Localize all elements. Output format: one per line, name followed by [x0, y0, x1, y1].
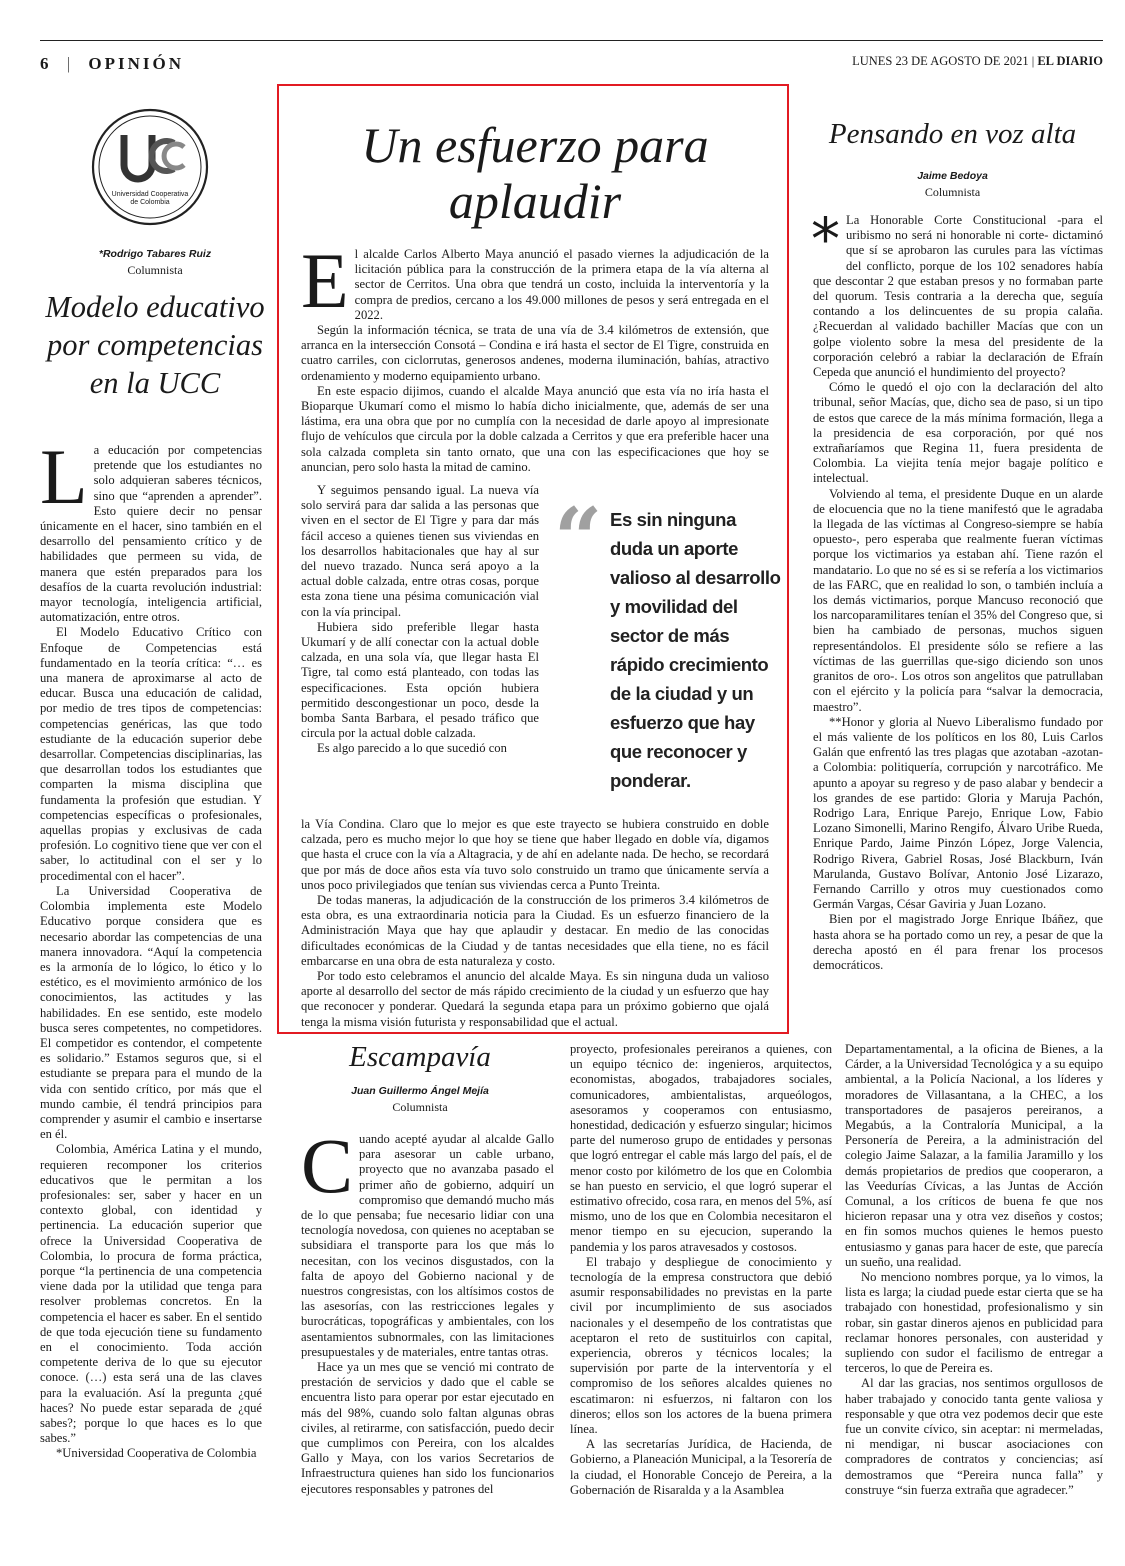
- bottom-paragraph-6: Departamentamental, a la oficina de Bienes, a la Cárder, a la Universidad Tecnológica y a su equipo ambiental, a la Policía Nacional, a los líderes y moradores de Villasantana, a la CHEC, a los transportadores de pasajeros pereiranos, a Megabús, a la Contraloría Municipal, a la Personería de Pereira, a la administración del colegio Jaime Salazar, a la familia Jaramillo y los demás propietarios de predios que cooperaron, a las Veedurías Cívicas, a las Juntas de Acción Comunal, a los críticos de buena fe que nos hicieron repasar una y otra vez diseños y costos; en fin somos muchos quienes le hemos puesto entusiasmo y ganas para hacer de este, que parecía un sueño, una realidad.: [845, 1042, 1103, 1269]
- bottom-paragraph-3: proyecto, profesionales pereiranos a quienes, con un equipo técnico de: ingenieros, arquitectos, economistas, abogados, trabajadores sociales, comunicadores, ambientalistas, arqueólogos, asesoramos y cooperamos con entusiasmo, honestidad, dedicación y esfuerzo singular; hicimos parte del numeroso grupo de entidades y personas que logró entregar el cable más largo del país, el de menor costo por kilómetro de los que en Colombia se han puesto en servicio, el que logró superar el estimativo ofrecido, cosa rara, en menos del 5%, así mismo, uno de los que en Colombia necesitaron el menor tiempo en su ejecucion, superando la pandemia y los paros atravesados y costosos.: [570, 1042, 832, 1254]
- left-paragraph-4: Colombia, América Latina y el mundo, requieren recomponer los criterios educativos que le permitan a los profesionales: ser, saber y hacer en un contexto global, con identidad y pertinencia. La educación superior que ofrece la Universidad Cooperativa de Colombia, lo procura de forma práctica, porque “la pertinencia de una competencia viene dada por la utilidad que tenga para resolver problemas concretos. En la competencia el hacer es saber. En el sentido de que toda ejecución tiene su fundamento en el conocimiento. Toda acción competente deriva de lo que su ejecutor conoce. (…) esta será una de las claves para la evaluación. Así la pregunta ¿qué haces? No puede estar separada de ¿qué sabes?; porque lo que haces es lo que sabes.”: [40, 1142, 262, 1446]
- left-author: *Rodrigo Tabares Ruiz: [98, 248, 212, 260]
- quote-mark-icon: “: [554, 489, 603, 588]
- left-author-role: Columnista: [127, 263, 183, 277]
- bottom-author-role: Columnista: [392, 1100, 448, 1114]
- bottom-col-3: [845, 1042, 1103, 1498]
- left-article-title: [40, 288, 270, 402]
- right-paragraph-1: * La Honorable Corte Constitucional -para el uribismo no será ni honorable ni corte- dictaminó que sí se aprobaron las curules para las víctimas del conflicto, porque de los 102 senadores había que descontar 2 que estaban presos y no formaban parte del quorum. Tesis contraria a la derecha que, seguía contando a los delincuentes de su propia calaña. ¿Recuerdan al validado bachiller Macías que con un golpe violento sobre la mesa del presidente de la corporación celebró a rabiar la declaración de Efraín Cepeda que anunció el hundimiento del proyecto?: [811, 205, 1103, 380]
- issue-date: LUNES 23 DE AGOSTO DE 2021: [852, 54, 1029, 68]
- left-paragraph-5: *Universidad Cooperativa de Colombia: [56, 1446, 257, 1461]
- left-title-line1: Modelo educativo: [45, 290, 265, 324]
- main-paragraph-2: Según la información técnica, se trata de una vía de 3.4 kilómetros de extensión, que arranca en la intersección Consotá – Condina e irá hasta el sector de El Tigre, construida en cuatro carriles, con ciclorrutas, generosos andenes, moderna iluminación, bahías, atractivo ordenamiento y moderno equipamiento urbano.: [301, 323, 769, 383]
- bottom-paragraph-2: Hace ya un mes que se venció mi contrato de prestación de servicios y dado que el cable se encuentra listo para operar por estar ejecutado en más del 98%, cuando solo faltan algunas obras civiles, al retirarme, con satisfacción, puedo decir que cumplimos con Pereira, con los alcaldes Gallo y Maya, con los varios Secretarios de Infraestructura quienes han sido los funcionarios ejecutores responsables y patrones del: [301, 1360, 554, 1496]
- bottom-paragraph-4: El trabajo y despliegue de conocimiento y tecnología de la empresa constructora que debió asumir responsabilidades no previstas en la parte civil por incumplimiento de sus asociados nacionales y el desempeño de los contratistas que aceptaron el reto de sustituirlos con capital, experiencia, obreros y técnicos locales; la supervisión por parte de la interventoría y el compromiso de los señores alcaldes quienes no escatimaron: ni esfuerzos, ni faltaron con los dineros; ellos son los actores de la buena primera línea.: [570, 1254, 832, 1437]
- main-paragraph-5: Hubiera sido preferible llegar hasta Ukumarí y de allí conectar con la actual doble calzada, en una sola vía, que llegar hasta El Tigre, tal como está planteado, con todas las especificaciones. Esta opción hubiera permitido descongestionar un poco, desde la bomba Santa Barbara, el pesado tráfico que circula por la actual doble calzada.: [301, 619, 539, 741]
- logo-text-line1: Universidad Cooperativa: [111, 191, 189, 198]
- left-title-line2: por competencias: [47, 328, 263, 362]
- ucc-logo: [90, 107, 210, 227]
- main-paragraph-1: El alcalde Carlos Alberto Maya anunció el pasado viernes la adjudicación de la licitación pública para la construcción de la primera etapa de la vía alterna al sector de Cerritos. Una obra que tendrá un costo, incluida la interventoría y la compra de predios, cercano a los 49.000 millones de pesos y será entregada en el 2022.: [301, 237, 769, 324]
- right-paragraph-4: **Honor y gloria al Nuevo Liberalismo fundado por el más valiente de los políticos en los 80, Luis Carlos Galán que enfrentó las tres plagas que azotaban -azotan- a Colombia: politiquería, corrupción y narcotráfico. Me apunto a apoyar su regreso y de paso alabar y bendecir a los grandes de ese partido: Gloria y Maruja Pachón, Rodrigo Lara, Enrique Parejo, Enrique Low, Fabio Lozano Simonelli, Marino Rengifo, Álvaro Uribe Rueda, Enrique Pardo, Jaime Pinzón López, Jorge Valencia, Rodrigo Rivera, Gabriel Rosas, José Blackburn, Iván Marulanda, Gustavo Bolívar, Antonio José Lizarazo, Fernando Carrillo y otros muy cuestionados como Germán Vargas, César Gaviria y Juan Lozano.: [813, 714, 1103, 912]
- bottom-paragraph-5: A las secretarías Jurídica, de Hacienda, de Gobierno, a Planeación Municipal, a la Tesorería de la ciudad, el Honorable Concejo de Pereira, a la Gobernación de Risaralda y a la Asamblea: [570, 1437, 832, 1497]
- newspaper-name: EL DIARIO: [1037, 54, 1103, 68]
- main-title-line2: aplaudir: [448, 173, 622, 229]
- bottom-col-1: [301, 1122, 554, 1497]
- right-article-title: Pensando en voz alta: [828, 118, 1077, 150]
- main-title-line1: Un esfuerzo para: [361, 117, 709, 173]
- header-rule: [40, 40, 1103, 41]
- right-author: Jaime Bedoya: [917, 170, 988, 182]
- bottom-col-2: [570, 1042, 832, 1498]
- header-separator: |: [66, 54, 74, 73]
- right-paragraph-2: Cómo le quedó el ojo con la declaración del alto tribunal, señor Macías, que, dicho sea de paso, si un tipo de estos que carece de la más mínima formación, llega a la presidencia de esa corporación, por qué nos extrañaríamos que Regina 11, fuera presidenta de Colombia. La viejita tenía mejor bagaje político e intelectual.: [813, 380, 1103, 486]
- main-article-title: [290, 117, 780, 229]
- asterisk-dropcap: *: [811, 205, 840, 273]
- left-paragraph-2: El Modelo Educativo Crítico con Enfoque de Competencias está fundamentado en la teoría crítica: “… es una manera de aproximarse al acto de educar. Busca una educación de calidad, por medio de tres tipos de competencias: competencias genéricas, las que todo estudiante de la educación superior debe desarrollar. Competencias disciplinarias, las que desarrollan todos los estudiantes que comparten la misma disciplina que fundamenta la profesión que estudian. Y competencias específicas o profesionales, aquellas propias y exclusivas de cada profesión. Lo cognitivo tiene que ver con el saber, lo actitudinal con el ser y lo procedimental con el hacer”.: [40, 625, 262, 883]
- left-paragraph-1: La educación por competencias pretende que los estudiantes no solo adquieran saberes técnicos, sino que “aprenden a aprender”. Esto quiere decir no pensar únicamente en el hacer, sino también en el desarrollo del pensamiento crítico y de habilidades que permeen su vida, de manera que estén preparados para los desafíos de la cuarta revolución industrial: mayor tecnología, inteligencia artificial, automatización, entre otros.: [40, 433, 262, 625]
- left-paragraph-3: La Universidad Cooperativa de Colombia implementa este Modelo Educativo porque considera que es necesario abordar las competencias de una manera innovadora. “Aquí la competencia es la armonía de lo lógico, lo ético y lo estético, es el movimiento armónico de los conocimientos, las actitudes y las habilidades. En ese sentido, este modelo busca seres competentes, no competidores. El competidor es contendor, el competente es solidario.” Estamos seguros que, si el estudiante se prepara para el mundo de la vida con sentido crítico, por más que el mundo cambie, él tendrá principios para comprender y asumir el cambio e insertarse en él.: [40, 883, 262, 1142]
- pull-quote: [554, 489, 782, 795]
- right-author-role: Columnista: [924, 185, 981, 199]
- main-paragraph-7: De todas maneras, la adjudicación de la construcción de los primeros 3.4 kilómetros de esta obra, es una extraordinaria noticia para la Ciudad. Es un esfuerzo financiero de la Administración Maya que hay que aplaudir y destacar. En medio de las conocidas dificultades económicas de la Ciudad y de tantas necesidades que ella tiene, no es fácil embarcarse en una obra de esta naturaleza y costo.: [301, 893, 769, 968]
- main-paragraph-6a: Es algo parecido a lo que sucedió con: [317, 741, 507, 756]
- bottom-article-title: Escampavía: [349, 1041, 491, 1073]
- left-title-line3: en la UCC: [89, 366, 221, 400]
- logo-text-line2: de Colombia: [130, 199, 170, 206]
- bottom-paragraph-7: No menciono nombres porque, ya lo vimos, la lista es larga; la ciudad puede estar cierta que se ha trabajado con honestidad, profesionalismo y sin robar, sin gastar dineros ajenos en publicidad para reclamar honores personales, con austeridad y supliendo con sudor el facilismo de entregar a terceros, lo que de Pereira es.: [845, 1270, 1103, 1376]
- ucc-logo-icon: [90, 107, 210, 227]
- page-header-left: [40, 54, 184, 74]
- bottom-paragraph-8: Al dar las gracias, nos sentimos orgullosos de haber trabajado y conocido tanta gente valiosa y responsable y que otra vez podemos decir que este fue un convite cívico, sin aceptar: ni mermeladas, ni mendigar, ni buscar asociaciones con compradores de contratos y conciencias; así demostramos que “Pereira nunca falla” y construye “sin fuerza extraña que agradecer.”: [845, 1376, 1103, 1497]
- page-number: 6: [40, 54, 52, 73]
- main-article-bottom: [301, 817, 769, 1030]
- section-name: OPINIÓN: [88, 54, 185, 73]
- right-article-body: [811, 205, 1103, 973]
- right-paragraph-5: Bien por el magistrado Jorge Enrique Ibáñez, que hasta ahora se ha portado como un rey, a pesar de que la derecha apostó en él para frenar los procesos democráticos.: [813, 912, 1103, 972]
- main-article-top: [301, 237, 769, 475]
- bottom-paragraph-1: Cuando acepté ayudar al alcalde Gallo para asesorar un cable urbano, proyecto que no avanzaba pasado el primer año de gobierno, adquirí un compromiso que demandó mucho más de lo que pensaba; fue necesario lidiar con una tecnología novedosa, con quienes no aceptaban se subsidiara el transporte para los que más lo necesitan, con los vecinos disgustados, con la falta de apoyo del Gobierno nacional y de nuestros congresistas, con los altísimos costos de las asesorías, con las restricciones legales y burocráticas, topográficas y ambientales, con los asentamientos subnormales, con las limitaciones presupuestales y de materiales, entre tantas otras.: [301, 1122, 554, 1359]
- right-paragraph-3: Volviendo al tema, el presidente Duque en un alarde de elocuencia que no la tiene manifestó que le agradaba la llegada de las víctimas al Congreso-siempre se había opuesto-, pero esperaba que realmente fueran víctimas porque los victimarios ya estaban ahí. Tiene razón el mandatario. Lo que no sé es si se refería a los victimarios de las FARC, que en realidad lo son, o también incluía a los demás victimarios, porque Mancuso reconoció que los narcoparamilitares tenían el 35% del Congreso que, si bien ha cambiado de personas, muchos siguen representándolos. El presidente sólo se refiere a las víctimas de las guerrillas que-sigo diciendo son unos granitos de oro-. Los otros son angelitos que patrullaban con el ejército y la policía para “salvar la democracia, maestro”.: [813, 486, 1103, 714]
- main-paragraph-3: En este espacio dijimos, cuando el alcalde Maya anunció que esta vía no iría hasta el Bioparque Ukumarí como el mismo lo había dicho inicialmente, que, además de ser una lástima, era una obra que por no cumplía con la necesidad de darle apoyo al impresionate flujo de vehículos que circula por la doble calzada a Cerritos y que era preferible hacer una sola calzada completa sin tanto ornato, que una con las especificaciones que hoy se anuncian, pero solo hasta la mitad de camino.: [301, 383, 769, 474]
- pull-quote-text: Es sin ninguna duda un aporte valioso al desarrollo y movilidad del sector de más rápido crecimiento de la ciudad y un esfuerzo que hay que reconocer y ponderar.: [610, 509, 781, 791]
- main-article-narrow: [301, 483, 539, 757]
- bottom-author: Juan Guillermo Ángel Mejía: [351, 1085, 489, 1097]
- main-paragraph-4: Y seguimos pensando igual. La nueva vía solo servirá para dar salida a las personas que viven en el sector de El Tigre y para dar más fácil acceso a quienes tienen sus viviendas en los desarrollos habitacionales que hay al sur del nuevo trazado. Nunca será apoyo a la actual doble calzada, entre otras cosas, porque esta zona tiene una pésima comunicación vial con la vía principal.: [301, 483, 539, 619]
- left-article-body: [40, 433, 262, 1462]
- main-paragraph-8: Por todo esto celebramos el anuncio del alcalde Maya. Es sin ninguna duda un valioso aporte al desarrollo del sector de más rápido crecimiento de la ciudad y un esfuerzo que hay que reconocer y ponderar. Quedará la segunda etapa para un próximo gobierno que ojalá tenga la misma visión futurista y responsabilidad que el actual.: [301, 969, 769, 1029]
- main-paragraph-6b: la Vía Condina. Claro que lo mejor es que este trayecto se hubiera construido en doble calzada, pero es mucho mejor lo que hoy se tiene que haber llegado en doble vía, digamos que hasta el cruce con la vía a Altagracia, y de ahí en adelante nada. De hecho, se recordará que por más de doce años esta vía tuvo solo construido un tramo que únicamente servía a unos poco privilegiados que tenían sus viviendas cerca a Punto Treinta.: [301, 817, 769, 892]
- main-dropcap: E: [301, 237, 349, 324]
- left-dropcap: L: [40, 433, 88, 520]
- bottom-dropcap: C: [301, 1122, 354, 1209]
- page-header-right: LUNES 23 DE AGOSTO DE 2021 | EL DIARIO: [852, 54, 1103, 68]
